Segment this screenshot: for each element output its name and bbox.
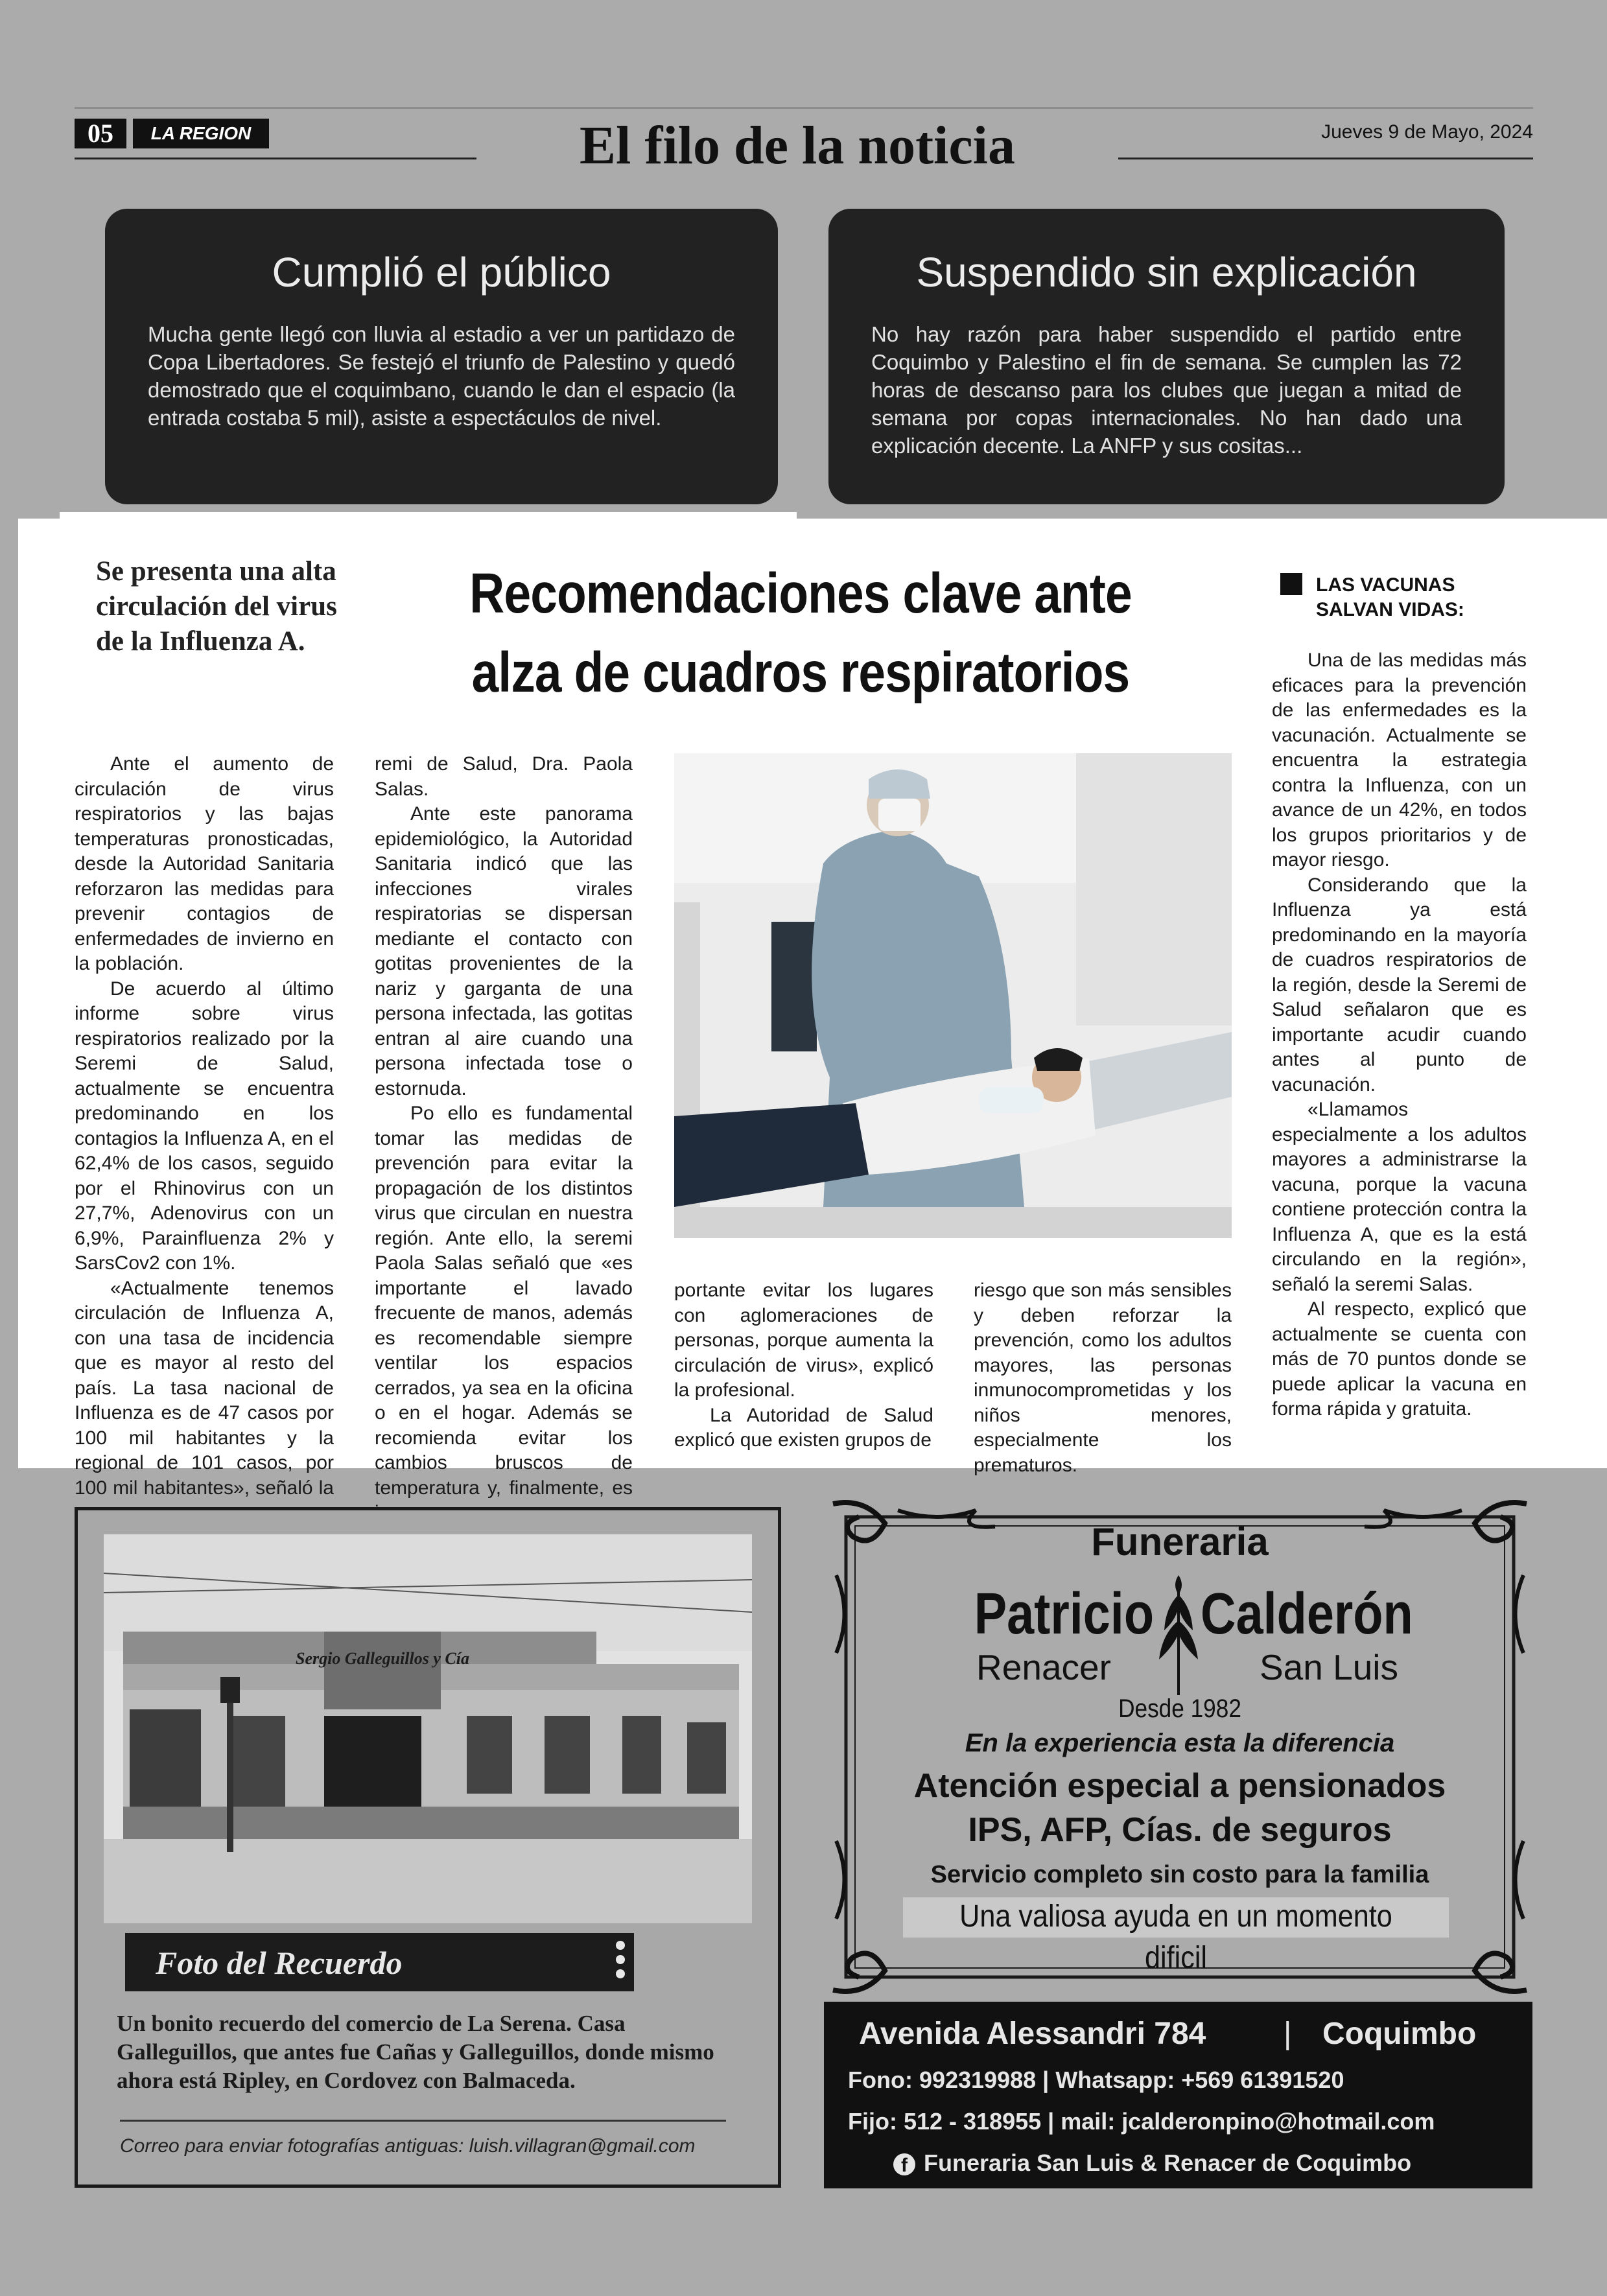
wheat-icon: [1153, 1569, 1204, 1698]
funeral-service: Servicio completo sin costo para la familia: [930, 1861, 1429, 1888]
section-title: El filo de la noticia: [580, 115, 1015, 176]
opinion-box-1-text: Mucha gente llegó con lluvia al estadio a ver un partidazo de Copa Libertadores. Se festejó el triunfo de Palestino y quedó demostrado que el coquimbano, cuando le dan el espacio (la entrada costaba 5 mil), asiste a espectáculos de nivel.: [148, 322, 735, 430]
opinion-box-2-title: Suspendido sin explicación: [916, 249, 1417, 296]
funeral-attention-line-2: IPS, AFP, Cías. de seguros: [968, 1811, 1392, 1849]
paragraph: La Autoridad de Salud explicó que existen grupos de: [674, 1404, 933, 1451]
article-deck: Se presenta una alta circulación del virus de la Influenza A.: [96, 556, 337, 657]
header-rule-right: [1118, 158, 1533, 159]
article-column-4: [974, 1278, 1232, 1478]
opinion-box-1-title: Cumplió el público: [272, 249, 611, 296]
funeral-slogan: En la experiencia esta la diferencia: [965, 1729, 1395, 1757]
article-column-5: [1272, 648, 1527, 1422]
article-column-1: [75, 752, 334, 1526]
paragraph: remi de Salud, Dra. Paola Salas.: [375, 753, 633, 800]
paragraph: Una de las medidas más eficaces para la prevención de las enfermedades es la vacunación. Actualmente se encuentra la estrategia contra la Influenza, con un avance de un 42%, en todos los grupos prioritarios y de mayor riesgo.: [1272, 650, 1527, 871]
memory-caption: Un bonito recuerdo del comercio de La Serena. Casa Galleguillos, que antes fue Cañas y Galleguillos, donde mismo ahora está Ripley, en Cordovez con Balmaceda.: [117, 2011, 714, 2093]
funeral-title: Funeraria: [1091, 1520, 1269, 1564]
funeral-address: Avenida Alessandri 784: [859, 2017, 1206, 2051]
header-top-rule: [75, 107, 1533, 109]
paragraph: Considerando que la Influenza ya está predominando en la mayoría de cuadros respiratorios de la región, desde la Seremi de Salud señalaron que es importante acudir cuando antes al punto de vacunación.: [1272, 874, 1527, 1095]
article-photo: [674, 753, 1232, 1238]
paragraph: Al respecto, explicó que actualmente se cuenta con más de 70 puntos donde se puede aplicar la vacuna en forma rápida y gratuita.: [1272, 1298, 1527, 1420]
article-column-3: [674, 1278, 933, 1453]
article-column-2: [375, 752, 633, 1526]
funeral-help: Una valiosa ayuda en un momento dificil: [959, 1899, 1392, 1975]
paragraph: «Llamamos especialmente a los adultos mayores a administrarse la vacuna, porque la vacuna contiene protección contra la Influenza A, que es la está circulando en la región», señaló la seremi Salas.: [1272, 1099, 1527, 1295]
address-separator: |: [1284, 2017, 1292, 2051]
memory-photo: [104, 1534, 752, 1923]
more-dots-icon: [616, 1941, 625, 1984]
opinion-box-2-text: No hay razón para haber suspendido el partido entre Coquimbo y Palestino el fin de semana. Se cumplen las 72 horas de descanso para los clubes que juegan a mitad de semana por copas internacionales. No han dado una explicación decente. La ANFP y sus cositas...: [871, 322, 1462, 458]
paragraph: portante evitar los lugares con aglomeraciones de personas, porque aumenta la circulación de virus», explicó la profesional.: [674, 1280, 933, 1401]
funeral-name-left: Patricio: [974, 1582, 1154, 1646]
opinion-box-2: [828, 209, 1505, 504]
paragraph: De acuerdo al último informe sobre virus respiratorios realizado por la Seremi de Salud, actualmente se encuentra predominando en los contagios la Influenza A, en el 62,4% de los casos, seguido por el Rhinovirus con un 27,7%, Adenovirus con un 6,9%, Parainfluenza 2% y SarsCov2 con 1%.: [75, 978, 334, 1274]
header-rule-left: [75, 158, 476, 159]
funeral-since: Desde 1982: [1118, 1694, 1241, 1723]
funeral-facebook: Funeraria San Luis & Renacer de Coquimbo: [924, 2150, 1412, 2176]
issue-date: Jueves 9 de Mayo, 2024: [1321, 121, 1533, 143]
paragraph: Ante este panorama epidemiológico, la Autoridad Sanitaria indicó que las infecciones virales respiratorias se dispersan mediante el contacto con gotitas provenientes de la nariz y garganta de una persona infectada, las gotitas entran al aire cuando una persona infectada tose o estornuda.: [375, 803, 633, 1099]
article-headline: Recomendaciones clave ante alza de cuadros respiratorios: [469, 562, 1132, 704]
paragraph: Ante el aumento de circulación de virus respiratorios y las bajas temperaturas pronosticadas, desde la Autoridad Sanitaria reforzaron las medidas para prevenir contagios de enfermedades de invierno en la población.: [75, 753, 334, 974]
page-number: 05: [75, 119, 126, 148]
memory-email-note: Correo para enviar fotografías antiguas: luish.villagran@gmail.com: [120, 2135, 696, 2157]
memory-label: Foto del Recuerdo: [156, 1945, 403, 1981]
funeral-name-right: Calderón: [1201, 1582, 1413, 1646]
funeral-sub-left: Renacer: [976, 1647, 1111, 1687]
funeral-fixed-mail: Fijo: 512 - 318955 | mail: jcalderonpino@hotmail.com: [848, 2108, 1435, 2135]
funeral-city: Coquimbo: [1322, 2017, 1477, 2051]
funeral-attention-line-1: Atención especial a pensionados: [913, 1767, 1446, 1805]
paragraph: Po ello es fundamental tomar las medidas de prevención para evitar la propagación de los distintos virus que circulan en nuestra región. Ante ello, la seremi Paola Salas señaló que «es importante el lavado frecuente de manos, además es recomendable siempre ventilar los espacios cerrados, ya sea en la oficina o en el hogar. Además se recomienda evitar los cambios bruscos de temperatura y, finalmente, es: [375, 1103, 633, 1499]
funeral-sub-right: San Luis: [1259, 1647, 1399, 1687]
funeral-phones: Fono: 992319988 | Whatsapp: +569 61391520: [848, 2067, 1344, 2093]
facebook-icon: f: [893, 2153, 915, 2175]
paragraph: riesgo que son más sensibles y deben reforzar la prevención, como los adultos mayores, las personas inmunocomprometidas y los niños menores, especialmente los prematuros.: [974, 1280, 1232, 1476]
paragraph: «Actualmente tenemos circulación de Influenza A, con una tasa de incidencia que es mayor al resto del país. La tasa nacional de Influenza es de 47 casos por 100 mil habitantes y la regional de 101 casos, por 100 mil habitantes», señaló la: [75, 1277, 334, 1499]
storefront-sign: Sergio Galleguillos y Cía: [296, 1649, 469, 1668]
sidebar-heading: LAS VACUNAS SALVAN VIDAS:: [1316, 574, 1464, 620]
opinion-box-1: [105, 209, 778, 504]
publication-name: LA REGION: [133, 119, 269, 148]
memory-divider: [120, 2120, 726, 2122]
